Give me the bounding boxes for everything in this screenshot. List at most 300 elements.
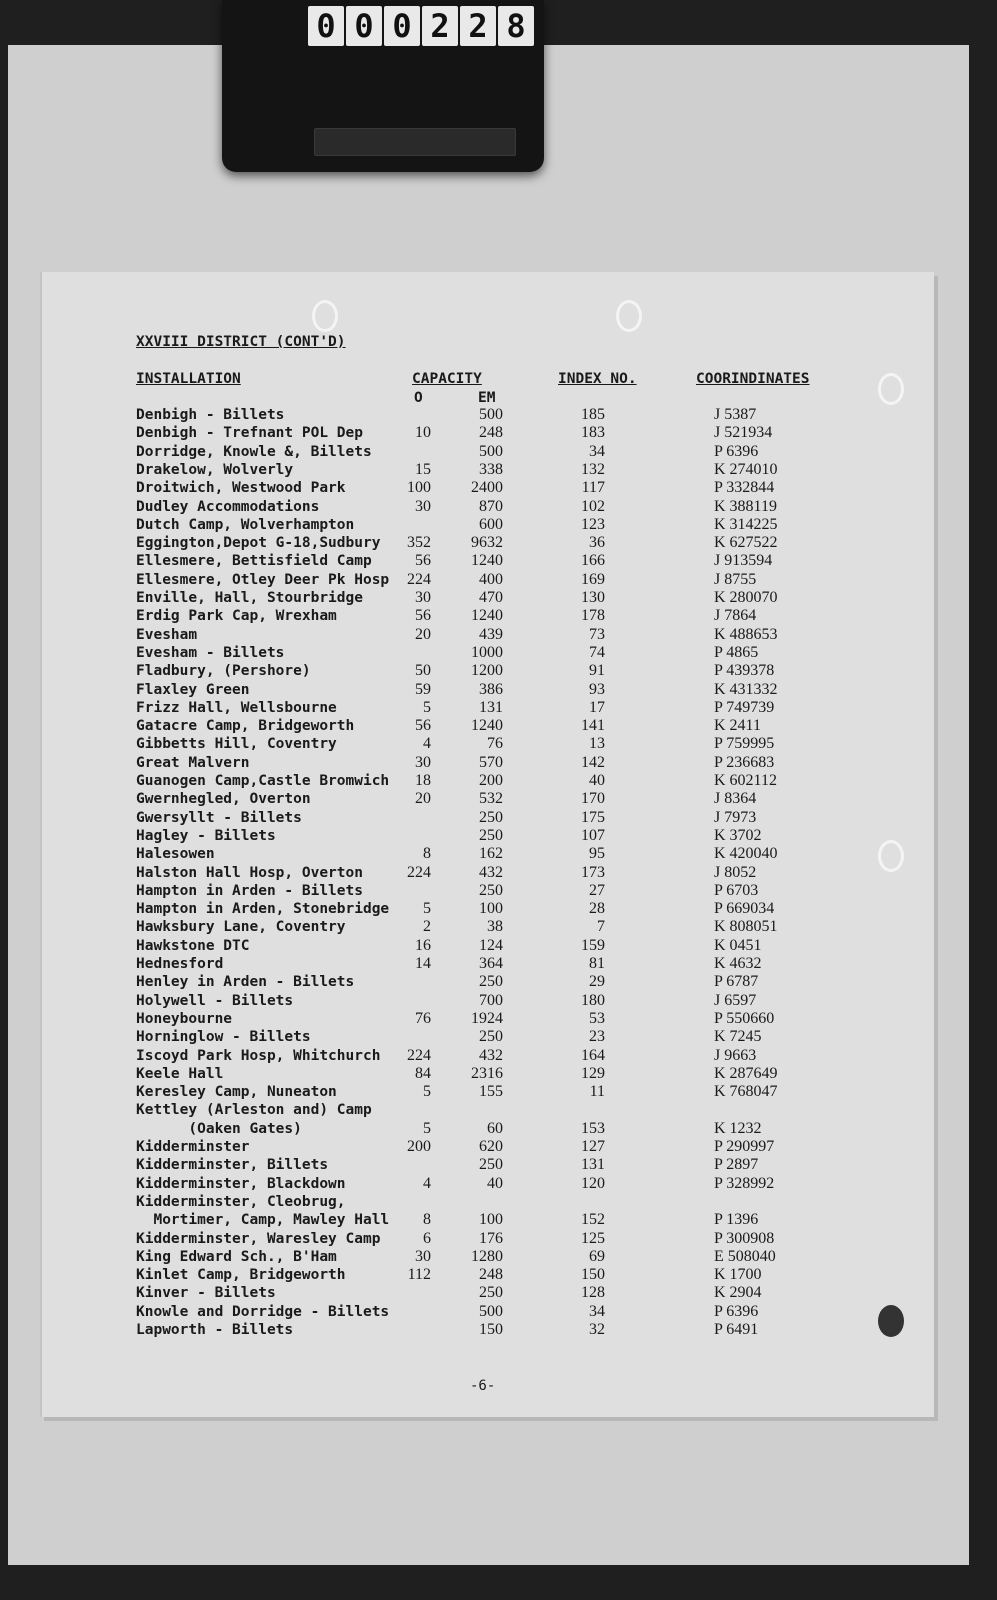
coordinates: K 488653 — [714, 625, 778, 643]
installation-name: Knowle and Dorridge - Billets — [136, 1303, 390, 1320]
index-number: 27 — [589, 881, 605, 899]
enlisted-capacity: 500 — [479, 442, 503, 460]
officer-capacity: 8 — [423, 845, 431, 863]
enlisted-capacity: 100 — [479, 900, 503, 918]
counter-digit: 0 — [384, 6, 420, 46]
enlisted-capacity: 76 — [487, 735, 503, 753]
installation-name: Keele Hall — [136, 1065, 224, 1082]
enlisted-capacity: 532 — [479, 790, 503, 808]
installation-name: Eggington,Depot G-18,Sudbury — [136, 535, 381, 552]
index-number: 29 — [589, 973, 605, 991]
officer-capacity: 4 — [423, 1174, 431, 1192]
enlisted-capacity: 1240 — [471, 607, 503, 625]
coordinates: P 439378 — [714, 662, 775, 680]
table-row — [0, 424, 977, 442]
table-row — [0, 1211, 977, 1229]
enlisted-capacity: 1280 — [471, 1247, 503, 1265]
index-number: 185 — [581, 406, 605, 423]
coordinates: K 4632 — [714, 955, 762, 972]
counter-digit: 0 — [308, 6, 344, 46]
coordinates: K 3702 — [714, 826, 762, 844]
punch-hole — [878, 373, 904, 405]
punch-hole — [312, 300, 338, 332]
officer-capacity: 18 — [415, 772, 431, 789]
column-header-installation: INSTALLATION — [136, 371, 241, 387]
table-row — [0, 552, 977, 570]
installation-name: Denbigh - Trefnant POL Dep — [136, 425, 363, 442]
officer-capacity: 200 — [407, 1138, 431, 1155]
coordinates: P 300908 — [714, 1229, 775, 1247]
coordinates: P 4865 — [714, 643, 759, 661]
index-number: 175 — [581, 808, 605, 826]
table-row — [0, 589, 977, 607]
index-number: 129 — [581, 1064, 605, 1082]
index-number: 169 — [581, 570, 605, 588]
index-number: 11 — [589, 1083, 605, 1101]
index-number: 53 — [589, 1009, 605, 1027]
table-row — [0, 1010, 977, 1028]
installation-name: (Oaken Gates) — [136, 1120, 302, 1137]
index-number: 180 — [581, 991, 605, 1009]
coordinates: P 6491 — [714, 1321, 759, 1338]
table-row — [0, 864, 977, 882]
officer-capacity: 56 — [415, 552, 431, 570]
index-number: 73 — [589, 625, 605, 643]
installation-name: Enville, Hall, Stourbridge — [136, 590, 363, 606]
district-heading: XXVIII DISTRICT (CONT'D) — [136, 334, 346, 350]
installation-name: Keresley Camp, Nuneaton — [136, 1084, 337, 1101]
coordinates: P 2897 — [714, 1156, 759, 1174]
table-row — [0, 735, 977, 753]
table-row — [0, 827, 977, 845]
installation-name: Henley in Arden - Billets — [136, 974, 355, 991]
table-row — [0, 809, 977, 827]
enlisted-capacity: 600 — [479, 515, 503, 533]
installation-name: Dudley Accommodations — [136, 498, 320, 515]
enlisted-capacity: 1924 — [471, 1009, 503, 1027]
installation-name: Guanogen Camp,Castle Bromwich — [136, 773, 390, 789]
installation-name: Iscoyd Park Hosp, Whitchurch — [136, 1047, 381, 1064]
officer-capacity: 5 — [423, 698, 431, 716]
enlisted-capacity: 1200 — [471, 662, 503, 680]
index-number: 127 — [581, 1138, 605, 1155]
table-row — [0, 607, 977, 625]
table-row — [0, 1047, 977, 1065]
enlisted-capacity: 250 — [479, 1284, 503, 1302]
coordinates: K 280070 — [714, 589, 778, 606]
coordinates: K 2411 — [714, 717, 761, 735]
enlisted-capacity: 1240 — [471, 717, 503, 735]
table-row — [0, 1083, 977, 1101]
officer-capacity: 224 — [407, 570, 431, 588]
officer-capacity: 2 — [423, 918, 431, 936]
index-number: 131 — [581, 1156, 605, 1174]
coordinates: P 6396 — [714, 1302, 759, 1320]
index-number: 81 — [589, 955, 605, 972]
coordinates: P 236683 — [714, 753, 775, 771]
officer-capacity: 100 — [407, 479, 431, 497]
installation-name: Frizz Hall, Wellsbourne — [136, 699, 337, 716]
column-header-index: INDEX NO. — [558, 371, 637, 387]
index-number: 178 — [581, 607, 605, 625]
table-row — [0, 992, 977, 1010]
table-row — [0, 1284, 977, 1302]
officer-capacity: 5 — [423, 1083, 431, 1101]
coordinates: K 1700 — [714, 1266, 762, 1284]
officer-capacity: 4 — [423, 735, 431, 753]
coordinates: K 287649 — [714, 1064, 778, 1082]
officer-capacity: 56 — [415, 607, 431, 625]
officer-capacity: 5 — [423, 1119, 431, 1137]
installation-name: Denbigh - Billets — [136, 407, 285, 423]
table-row — [0, 900, 977, 918]
table-row — [0, 1266, 977, 1284]
installation-name: Gwernhegled, Overton — [136, 791, 311, 808]
table-row — [0, 644, 977, 662]
table-row — [0, 955, 977, 973]
table-row — [0, 1156, 977, 1174]
table-row — [0, 717, 977, 735]
installation-name: King Edward Sch., B'Ham — [136, 1248, 337, 1265]
enlisted-capacity: 162 — [479, 845, 503, 863]
enlisted-capacity: 248 — [479, 1266, 503, 1284]
officer-capacity: 20 — [415, 790, 431, 808]
table-row — [0, 681, 977, 699]
counter-digit: 2 — [460, 6, 496, 46]
index-number: 13 — [589, 735, 605, 753]
table-row — [0, 699, 977, 717]
enlisted-capacity: 150 — [479, 1321, 503, 1338]
index-number: 150 — [581, 1266, 605, 1284]
enlisted-capacity: 250 — [479, 826, 503, 844]
coordinates: K 7245 — [714, 1028, 762, 1046]
index-number: 183 — [581, 424, 605, 442]
officer-capacity: 59 — [415, 680, 431, 698]
table-row — [0, 1138, 977, 1156]
installation-name: Halesowen — [136, 846, 215, 863]
officer-capacity: 224 — [407, 863, 431, 881]
installation-name: Fladbury, (Pershore) — [136, 663, 311, 680]
punch-hole — [616, 300, 642, 332]
installation-name: Mortimer, Camp, Mawley Hall — [136, 1212, 390, 1229]
index-number: 93 — [589, 680, 605, 698]
index-number: 128 — [581, 1284, 605, 1302]
coordinates: P 290997 — [714, 1138, 775, 1155]
table-row — [0, 845, 977, 863]
installation-name: Kinlet Camp, Bridgeworth — [136, 1267, 346, 1284]
officer-capacity: 30 — [415, 1247, 431, 1265]
coordinates: P 6787 — [714, 973, 759, 991]
index-number: 91 — [589, 662, 605, 680]
table-row — [0, 571, 977, 589]
coordinates: P 6396 — [714, 442, 759, 460]
coordinates: J 9663 — [714, 1046, 757, 1064]
coordinates: K 768047 — [714, 1083, 778, 1101]
enlisted-capacity: 500 — [479, 1302, 503, 1320]
installation-name: Ellesmere, Bettisfield Camp — [136, 553, 372, 570]
installation-name: Hagley - Billets — [136, 827, 276, 844]
enlisted-capacity: 620 — [479, 1138, 503, 1155]
index-number: 153 — [581, 1119, 605, 1137]
column-header-coordinates: COORINDINATES — [696, 371, 810, 387]
coordinates: P 550660 — [714, 1009, 775, 1027]
index-number: 34 — [589, 442, 605, 460]
table-row — [0, 443, 977, 461]
table-row — [0, 1303, 977, 1321]
index-number: 95 — [589, 845, 605, 863]
page-number: -6- — [470, 1378, 496, 1394]
index-number: 40 — [589, 772, 605, 789]
officer-capacity: 76 — [415, 1009, 431, 1027]
enlisted-capacity: 470 — [479, 589, 503, 606]
table-row — [0, 1120, 977, 1138]
installation-name: Halston Hall Hosp, Overton — [136, 864, 363, 881]
officer-capacity: 10 — [415, 424, 431, 442]
enlisted-capacity: 432 — [479, 1046, 503, 1064]
counter-slot — [314, 128, 516, 156]
enlisted-capacity: 250 — [479, 973, 503, 991]
index-number: 125 — [581, 1229, 605, 1247]
installation-name: Drakelow, Wolverly — [136, 461, 294, 478]
table-row — [0, 790, 977, 808]
installation-name: Kidderminster — [136, 1139, 250, 1155]
index-number: 120 — [581, 1174, 605, 1192]
enlisted-capacity: 250 — [479, 1156, 503, 1174]
index-number: 159 — [581, 936, 605, 954]
frame-counter — [308, 6, 534, 50]
installation-name: Kidderminster, Cleobrug, — [136, 1193, 346, 1210]
installation-name: Kettley (Arleston and) Camp — [136, 1102, 372, 1119]
coordinates: P 749739 — [714, 698, 775, 716]
officer-capacity: 6 — [423, 1229, 431, 1247]
table-row — [0, 1321, 977, 1339]
coordinates: J 8052 — [714, 863, 757, 881]
index-number: 142 — [581, 753, 605, 771]
coordinates: P 669034 — [714, 900, 775, 918]
table-row — [0, 516, 977, 534]
installation-name: Horninglow - Billets — [136, 1029, 311, 1046]
coordinates: P 332844 — [714, 479, 775, 497]
table-row — [0, 918, 977, 936]
table-row — [0, 1101, 977, 1119]
coordinates: K 0451 — [714, 936, 762, 954]
table-row — [0, 498, 977, 516]
installation-name: Holywell - Billets — [136, 992, 294, 1009]
index-number: 36 — [589, 534, 605, 552]
table-row — [0, 754, 977, 772]
table-row — [0, 406, 977, 424]
table-row — [0, 1193, 977, 1211]
index-number: 69 — [589, 1247, 605, 1265]
table-row — [0, 1248, 977, 1266]
coordinates: K 808051 — [714, 918, 778, 936]
subheader-officers: O — [414, 390, 423, 406]
installation-name: Gibbetts Hill, Coventry — [136, 736, 337, 753]
officer-capacity: 352 — [407, 534, 431, 552]
enlisted-capacity: 1000 — [471, 643, 503, 661]
counter-digit: 2 — [422, 6, 458, 46]
coordinates: K 1232 — [714, 1119, 762, 1137]
coordinates: K 2904 — [714, 1284, 762, 1302]
officer-capacity: 5 — [423, 900, 431, 918]
index-number: 34 — [589, 1302, 605, 1320]
enlisted-capacity: 2316 — [471, 1064, 503, 1082]
coordinates: P 6703 — [714, 881, 759, 899]
index-number: 152 — [581, 1211, 605, 1229]
index-number: 117 — [581, 479, 605, 497]
enlisted-capacity: 400 — [479, 570, 503, 588]
coordinates: P 328992 — [714, 1174, 775, 1192]
coordinates: K 388119 — [714, 497, 777, 515]
index-number: 23 — [589, 1028, 605, 1046]
officer-capacity: 224 — [407, 1046, 431, 1064]
installation-name: Hampton in Arden - Billets — [136, 882, 363, 899]
installation-name: Dutch Camp, Wolverhampton — [136, 516, 355, 533]
installation-name: Hawkstone DTC — [136, 937, 250, 954]
installation-name: Evesham — [136, 626, 198, 643]
installation-name: Hednesford — [136, 956, 224, 972]
officer-capacity: 20 — [415, 625, 431, 643]
subheader-enlisted: EM — [478, 390, 496, 406]
installation-name: Honeybourne — [136, 1010, 233, 1027]
index-number: 32 — [589, 1321, 605, 1338]
index-number: 166 — [581, 552, 605, 570]
index-number: 173 — [581, 863, 605, 881]
enlisted-capacity: 131 — [479, 698, 503, 716]
index-number: 28 — [589, 900, 605, 918]
installation-name: Kidderminster, Billets — [136, 1157, 329, 1174]
installation-name: Droitwich, Westwood Park — [136, 480, 346, 497]
officer-capacity: 30 — [415, 589, 431, 606]
coordinates: P 759995 — [714, 735, 775, 753]
officer-capacity: 15 — [415, 460, 431, 478]
table-row — [0, 662, 977, 680]
coordinates: J 8755 — [714, 570, 757, 588]
table-row — [0, 626, 977, 644]
coordinates: K 274010 — [714, 460, 778, 478]
table-row — [0, 1230, 977, 1248]
enlisted-capacity: 2400 — [471, 479, 503, 497]
index-number: 17 — [589, 698, 605, 716]
installation-name: Ellesmere, Otley Deer Pk Hosp — [136, 571, 390, 588]
index-number: 102 — [581, 497, 605, 515]
officer-capacity: 8 — [423, 1211, 431, 1229]
enlisted-capacity: 250 — [479, 808, 503, 826]
installation-name: Kinver - Billets — [136, 1285, 276, 1302]
coordinates: J 913594 — [714, 552, 773, 570]
coordinates: K 431332 — [714, 680, 778, 698]
column-header-capacity: CAPACITY — [412, 371, 482, 387]
officer-capacity: 30 — [415, 753, 431, 771]
enlisted-capacity: 250 — [479, 1028, 503, 1046]
enlisted-capacity: 338 — [479, 460, 503, 478]
enlisted-capacity: 155 — [479, 1083, 503, 1101]
officer-capacity: 56 — [415, 717, 431, 735]
index-number: 132 — [581, 460, 605, 478]
counter-digit: 8 — [498, 6, 534, 46]
officer-capacity: 30 — [415, 497, 431, 515]
enlisted-capacity: 700 — [479, 991, 503, 1009]
installation-name: Erdig Park Cap, Wrexham — [136, 608, 337, 625]
coordinates: J 8364 — [714, 790, 757, 808]
installation-name: Dorridge, Knowle &, Billets — [136, 443, 372, 460]
table-row — [0, 772, 977, 790]
enlisted-capacity: 432 — [479, 863, 503, 881]
index-number: 123 — [581, 515, 605, 533]
enlisted-capacity: 60 — [487, 1119, 503, 1137]
installation-name: Lapworth - Billets — [136, 1322, 294, 1338]
enlisted-capacity: 500 — [479, 406, 503, 423]
coordinates: P 1396 — [714, 1211, 759, 1229]
index-number: 107 — [581, 826, 605, 844]
officer-capacity: 84 — [415, 1064, 431, 1082]
installation-name: Evesham - Billets — [136, 644, 285, 661]
installation-name: Gwersyllt - Billets — [136, 809, 302, 826]
installation-name: Gatacre Camp, Bridgeworth — [136, 718, 355, 735]
officer-capacity: 50 — [415, 662, 431, 680]
enlisted-capacity: 1240 — [471, 552, 503, 570]
enlisted-capacity: 100 — [479, 1211, 503, 1229]
enlisted-capacity: 38 — [487, 918, 503, 936]
officer-capacity: 14 — [415, 955, 431, 972]
table-row — [0, 479, 977, 497]
coordinates: J 6597 — [714, 991, 757, 1009]
table-row — [0, 1065, 977, 1083]
officer-capacity: 16 — [415, 936, 431, 954]
installation-name: Kidderminster, Blackdown — [136, 1175, 346, 1192]
enlisted-capacity: 200 — [479, 772, 503, 789]
installation-name: Hawksbury Lane, Coventry — [136, 919, 346, 936]
coordinates: K 602112 — [714, 772, 777, 789]
index-number: 164 — [581, 1046, 605, 1064]
coordinates: K 314225 — [714, 515, 778, 533]
table-row — [0, 1028, 977, 1046]
index-number: 130 — [581, 589, 605, 606]
enlisted-capacity: 870 — [479, 497, 503, 515]
coordinates: J 7864 — [714, 607, 757, 625]
table-row — [0, 461, 977, 479]
enlisted-capacity: 386 — [479, 680, 503, 698]
enlisted-capacity: 248 — [479, 424, 503, 442]
enlisted-capacity: 176 — [479, 1229, 503, 1247]
installation-name: Kidderminster, Waresley Camp — [136, 1230, 381, 1247]
table-row — [0, 973, 977, 991]
installation-name: Flaxley Green — [136, 681, 250, 698]
enlisted-capacity: 9632 — [471, 534, 503, 552]
coordinates: J 7973 — [714, 808, 757, 826]
counter-digit: 0 — [346, 6, 382, 46]
table-row — [0, 882, 977, 900]
enlisted-capacity: 570 — [479, 753, 503, 771]
enlisted-capacity: 364 — [479, 955, 503, 972]
installation-name: Great Malvern — [136, 754, 250, 771]
enlisted-capacity: 439 — [479, 625, 503, 643]
coordinates: J 521934 — [714, 424, 773, 442]
index-number: 74 — [589, 643, 605, 661]
coordinates: E 508040 — [714, 1247, 776, 1265]
officer-capacity: 112 — [407, 1266, 431, 1284]
table-row — [0, 937, 977, 955]
index-number: 7 — [597, 918, 605, 936]
coordinates: K 420040 — [714, 845, 778, 863]
enlisted-capacity: 40 — [487, 1174, 503, 1192]
index-number: 141 — [581, 717, 605, 735]
table-row — [0, 534, 977, 552]
table-row — [0, 1175, 977, 1193]
index-number: 170 — [581, 790, 605, 808]
coordinates: K 627522 — [714, 534, 778, 552]
enlisted-capacity: 250 — [479, 881, 503, 899]
